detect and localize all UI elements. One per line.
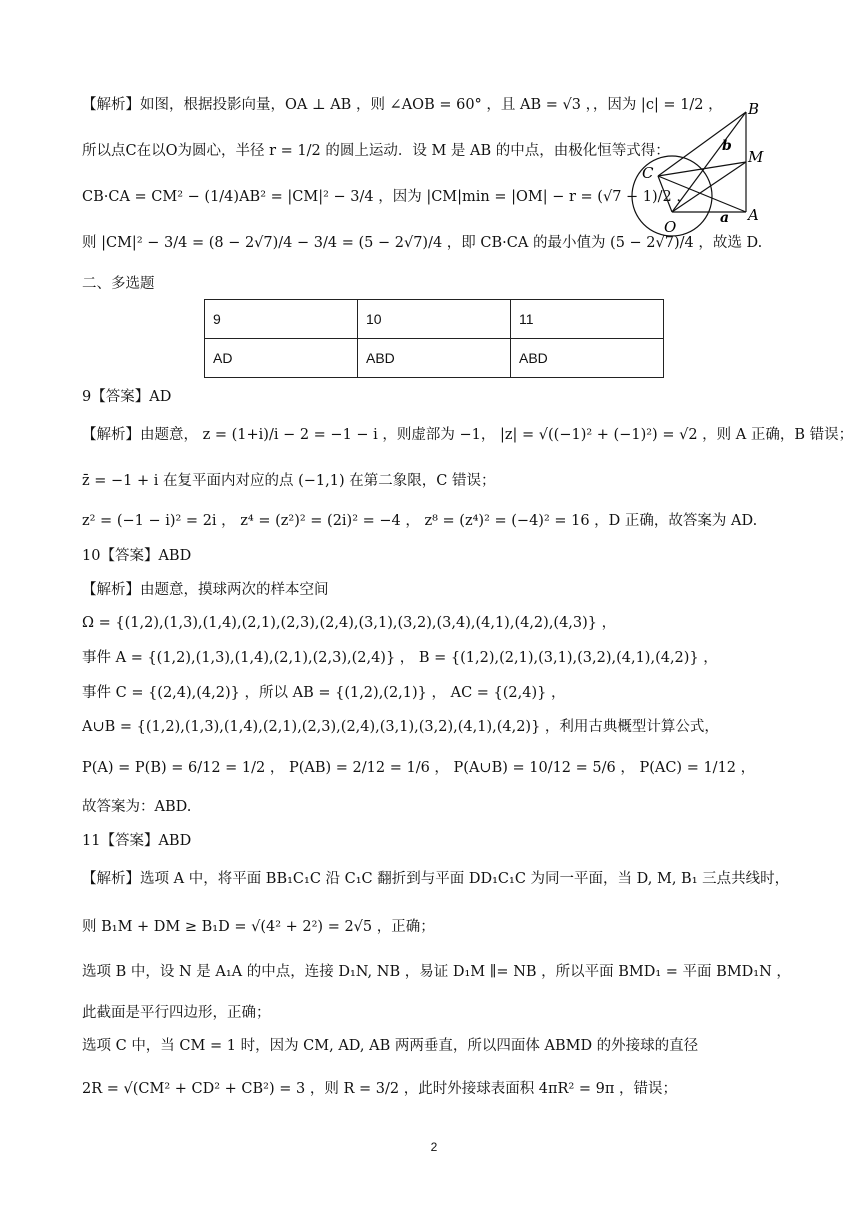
section-heading-multiple-choice: 二、多选题 bbox=[82, 276, 155, 292]
q11-answer: 11【答案】ABD bbox=[82, 833, 192, 849]
table-row bbox=[205, 300, 664, 339]
label-c: C bbox=[642, 164, 654, 182]
q11-analysis-line-2: 则 B₁M + DM ≥ B₁D = √(4² + 2²) = 2√5 ，正确； bbox=[82, 919, 435, 935]
q10-analysis-line-5: A∪B = {(1,2),(1,3),(1,4),(2,1),(2,3),(2,4),(3,1),(3,2),(4,1),(4,2)} ，利用古典概型计算公式， bbox=[82, 719, 719, 735]
q11-analysis-line-6: 2R = √(CM² + CD² + CB²) = 3 ，则 R = 3/2 ，此时外接球表面积 4πR² = 9π ，错误； bbox=[82, 1081, 678, 1097]
segment-cm bbox=[658, 162, 746, 176]
label-b: B bbox=[748, 100, 760, 118]
page-number: 2 bbox=[430, 1140, 438, 1154]
q10-answer: 10【答案】ABD bbox=[82, 548, 192, 564]
label-m: M bbox=[748, 148, 764, 166]
label-a: A bbox=[748, 206, 759, 224]
table-cell: 10 bbox=[358, 300, 511, 339]
q10-analysis-line-3: 事件 A = {(1,2),(1,3),(1,4),(2,1),(2,3),(2,4)} ， B = {(1,2),(2,1),(3,1),(3,2),(4,1),(4,2)} ， bbox=[82, 650, 718, 666]
vector-circle-figure bbox=[628, 100, 768, 250]
segment-om bbox=[672, 162, 746, 212]
q10-analysis-line-1: 【解析】由题意，摸球两次的样本空间 bbox=[82, 582, 329, 598]
label-o: O bbox=[664, 218, 677, 236]
table-cell: ABD bbox=[358, 339, 511, 378]
q8-analysis-line-3: CB·CA = CM² − (1/4)AB² = |CM|² − 3/4 ，因为 |CM|min = |OM| − r = (√7 − 1)/2 ， bbox=[82, 189, 691, 205]
q8-analysis-line-2: 所以点C在以O为圆心，半径 r = 1/2 的圆上运动．设 M 是 AB 的中点，由极化恒等式得： bbox=[82, 143, 670, 159]
q10-analysis-line-7: 故答案为：ABD. bbox=[82, 799, 192, 815]
q11-analysis-line-5: 选项 C 中，当 CM = 1 时，因为 CM, AD, AB 两两垂直，所以四面体 ABMD 的外接球的直径 bbox=[82, 1038, 699, 1054]
table-cell: ABD bbox=[511, 339, 664, 378]
q10-analysis-line-6: P(A) = P(B) = 6/12 = 1/2 ， P(AB) = 2/12 = 1/6 ， P(A∪B) = 10/12 = 5/6 ， P(AC) = 1/12 ， bbox=[82, 760, 756, 776]
q9-analysis-line-3: z² = (−1 − i)² = 2i ， z⁴ = (z²)² = (2i)² = −4 ， z⁸ = (z⁴)² = (−4)² = 16 ，D 正确，故答案为 AD. bbox=[82, 513, 758, 529]
q11-analysis-line-1: 【解析】选项 A 中，将平面 BB₁C₁C 沿 C₁C 翻折到与平面 DD₁C₁C 为同一平面，当 D, M, B₁ 三点共线时， bbox=[82, 871, 790, 887]
segment-ca bbox=[658, 176, 746, 212]
q9-analysis-line-2: z̄ = −1 + i 在复平面内对应的点 (−1,1) 在第二象限，C 错误； bbox=[82, 473, 496, 489]
table-cell: 9 bbox=[205, 300, 358, 339]
q9-analysis-line-1: 【解析】由题意， z = (1+i)/i − 2 = −1 − i ，则虚部为 −1， |z| = √((−1)² + (−1)²) = √2 ，则 A 正确，B 错误； bbox=[82, 427, 854, 443]
segment-cb bbox=[658, 112, 746, 176]
q8-analysis-line-4: 则 |CM|² − 3/4 = (8 − 2√7)/4 − 3/4 = (5 − 2√7)/4 ，即 CB·CA 的最小值为 (5 − 2√7)/4 ，故选 D. bbox=[82, 235, 763, 251]
label-vector-b: b bbox=[722, 138, 732, 154]
q11-analysis-line-3: 选项 B 中，设 N 是 A₁A 的中点，连接 D₁N, NB ，易证 D₁M ∥= NB ，所以平面 BMD₁ = 平面 BMD₁N ， bbox=[82, 964, 791, 980]
table-cell: 11 bbox=[511, 300, 664, 339]
table-cell: AD bbox=[205, 339, 358, 378]
q8-analysis-line-1: 【解析】如图，根据投影向量，OA ⊥ AB ，则 ∠AOB = 60° ，且 AB = √3 ，，因为 |c| = 1/2 ， bbox=[82, 97, 723, 113]
table-row bbox=[205, 339, 664, 378]
label-vector-a: a bbox=[720, 210, 730, 226]
q10-analysis-line-4: 事件 C = {(2,4),(4,2)} ，所以 AB = {(1,2),(2,1)} ， AC = {(2,4)} ， bbox=[82, 685, 566, 701]
answer-table bbox=[204, 299, 664, 378]
q10-analysis-line-2: Ω = {(1,2),(1,3),(1,4),(2,1),(2,3),(2,4),(3,1),(3,2),(3,4),(4,1),(4,2),(4,3)} ， bbox=[82, 615, 617, 631]
q9-answer: 9【答案】AD bbox=[82, 389, 172, 405]
q11-analysis-line-4: 此截面是平行四边形，正确； bbox=[82, 1005, 271, 1021]
